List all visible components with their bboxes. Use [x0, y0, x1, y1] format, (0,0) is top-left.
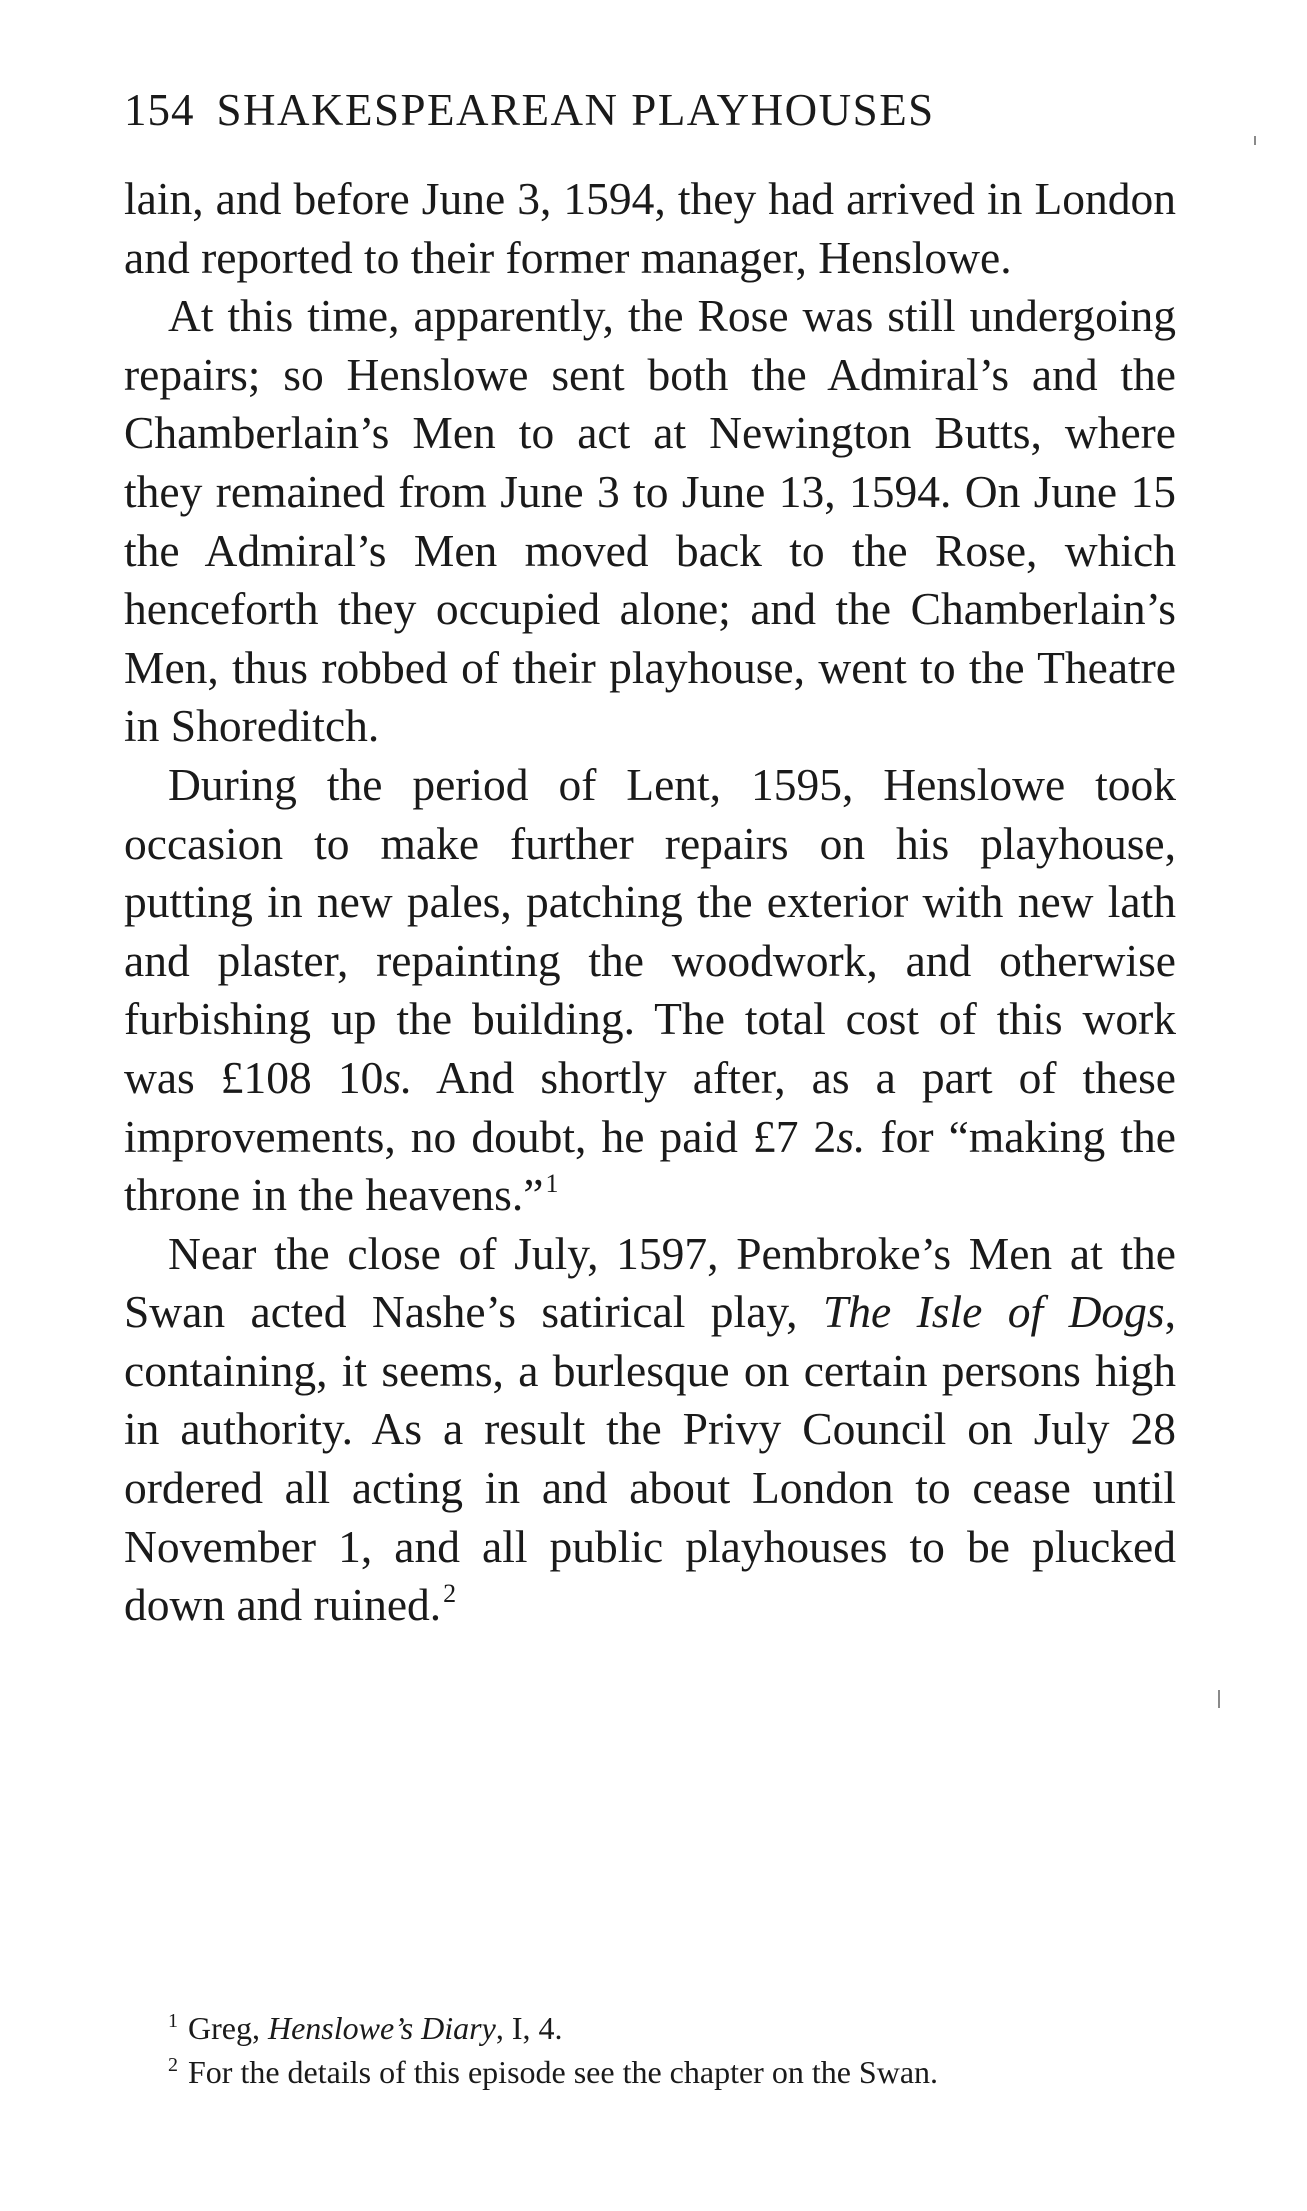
footnote-mark: 1 — [168, 2010, 178, 2032]
shillings-abbrev: s. — [836, 1110, 866, 1162]
paragraph-text-a: During the period of Lent, 1595, Henslowe took occasion to make further repairs on his playhouse, putting in new pales, patching the exterior with new lath and plaster, repainting the woodwork, and otherwise furbishing up the building. The total cost of this work was £108 10 — [124, 758, 1176, 1103]
page-header — [124, 84, 1184, 146]
footnote-1 — [168, 2006, 1178, 2050]
footnote-text-b: , I, 4. — [495, 2010, 563, 2046]
footnote-ref-2: 2 — [443, 1579, 457, 1609]
paragraph-text-a: Near the close of July, 1597, Pembroke’s Men at the Swan acted Nashe’s satirical play, — [124, 1227, 1176, 1338]
shillings-abbrev: s. — [383, 1051, 413, 1103]
footnote-mark: 2 — [168, 2054, 178, 2076]
footnote-text-a: Greg, — [188, 2010, 268, 2046]
footnote-book-title: Henslowe’s Diary — [267, 2010, 496, 2046]
paragraph-continuation — [124, 170, 1176, 287]
running-head: SHAKESPEAREAN PLAYHOUSES — [216, 85, 935, 135]
margin-speck — [1218, 1690, 1220, 1708]
footnote-text: For the details of this episode see the chapter on the Swan. — [188, 2054, 939, 2090]
paragraph-text-b: , containing, it seems, a burlesque on certain persons high in authority. As a result the Privy Council on July 28 ordered all acting in and about London to cease until November 1, and all public playhouses to be plucked down and ruined. — [124, 1286, 1177, 1631]
footnote-2 — [168, 2050, 1178, 2094]
paragraph-text: lain, and before June 3, 1594, they had arrived in London and reported to their former manager, Henslowe. — [124, 173, 1176, 283]
paragraph-text: At this time, apparently, the Rose was still undergoing repairs; so Henslowe sent both the Admiral’s and the Chamberlain’s Men to act at Newington Butts, where they remained from June 3 to June 13, 1594. On June 15 the Admiral’s Men moved back to the Rose, which henceforth they occupied alone; and the Chamberlain’s Men, thus robbed of their playhouse, went to the Theatre in Shoreditch. — [124, 290, 1176, 752]
margin-speck — [1254, 136, 1256, 145]
body-text — [124, 170, 1176, 1635]
play-title: The Isle of Dogs — [822, 1286, 1165, 1338]
paragraph-lent-repairs — [124, 756, 1176, 1225]
footnotes — [168, 2006, 1178, 2094]
page-number: 154 — [124, 85, 195, 135]
footnote-ref-1: 1 — [545, 1169, 559, 1199]
paragraph-isle-of-dogs — [124, 1225, 1176, 1635]
paragraph-text-b: And shortly after, as a part of these improvements, no doubt, he paid £7 2 — [124, 1051, 1177, 1162]
paragraph-text-c: for “making the throne in the heavens.” — [124, 1110, 1176, 1221]
paragraph-rose-repairs — [124, 287, 1176, 756]
